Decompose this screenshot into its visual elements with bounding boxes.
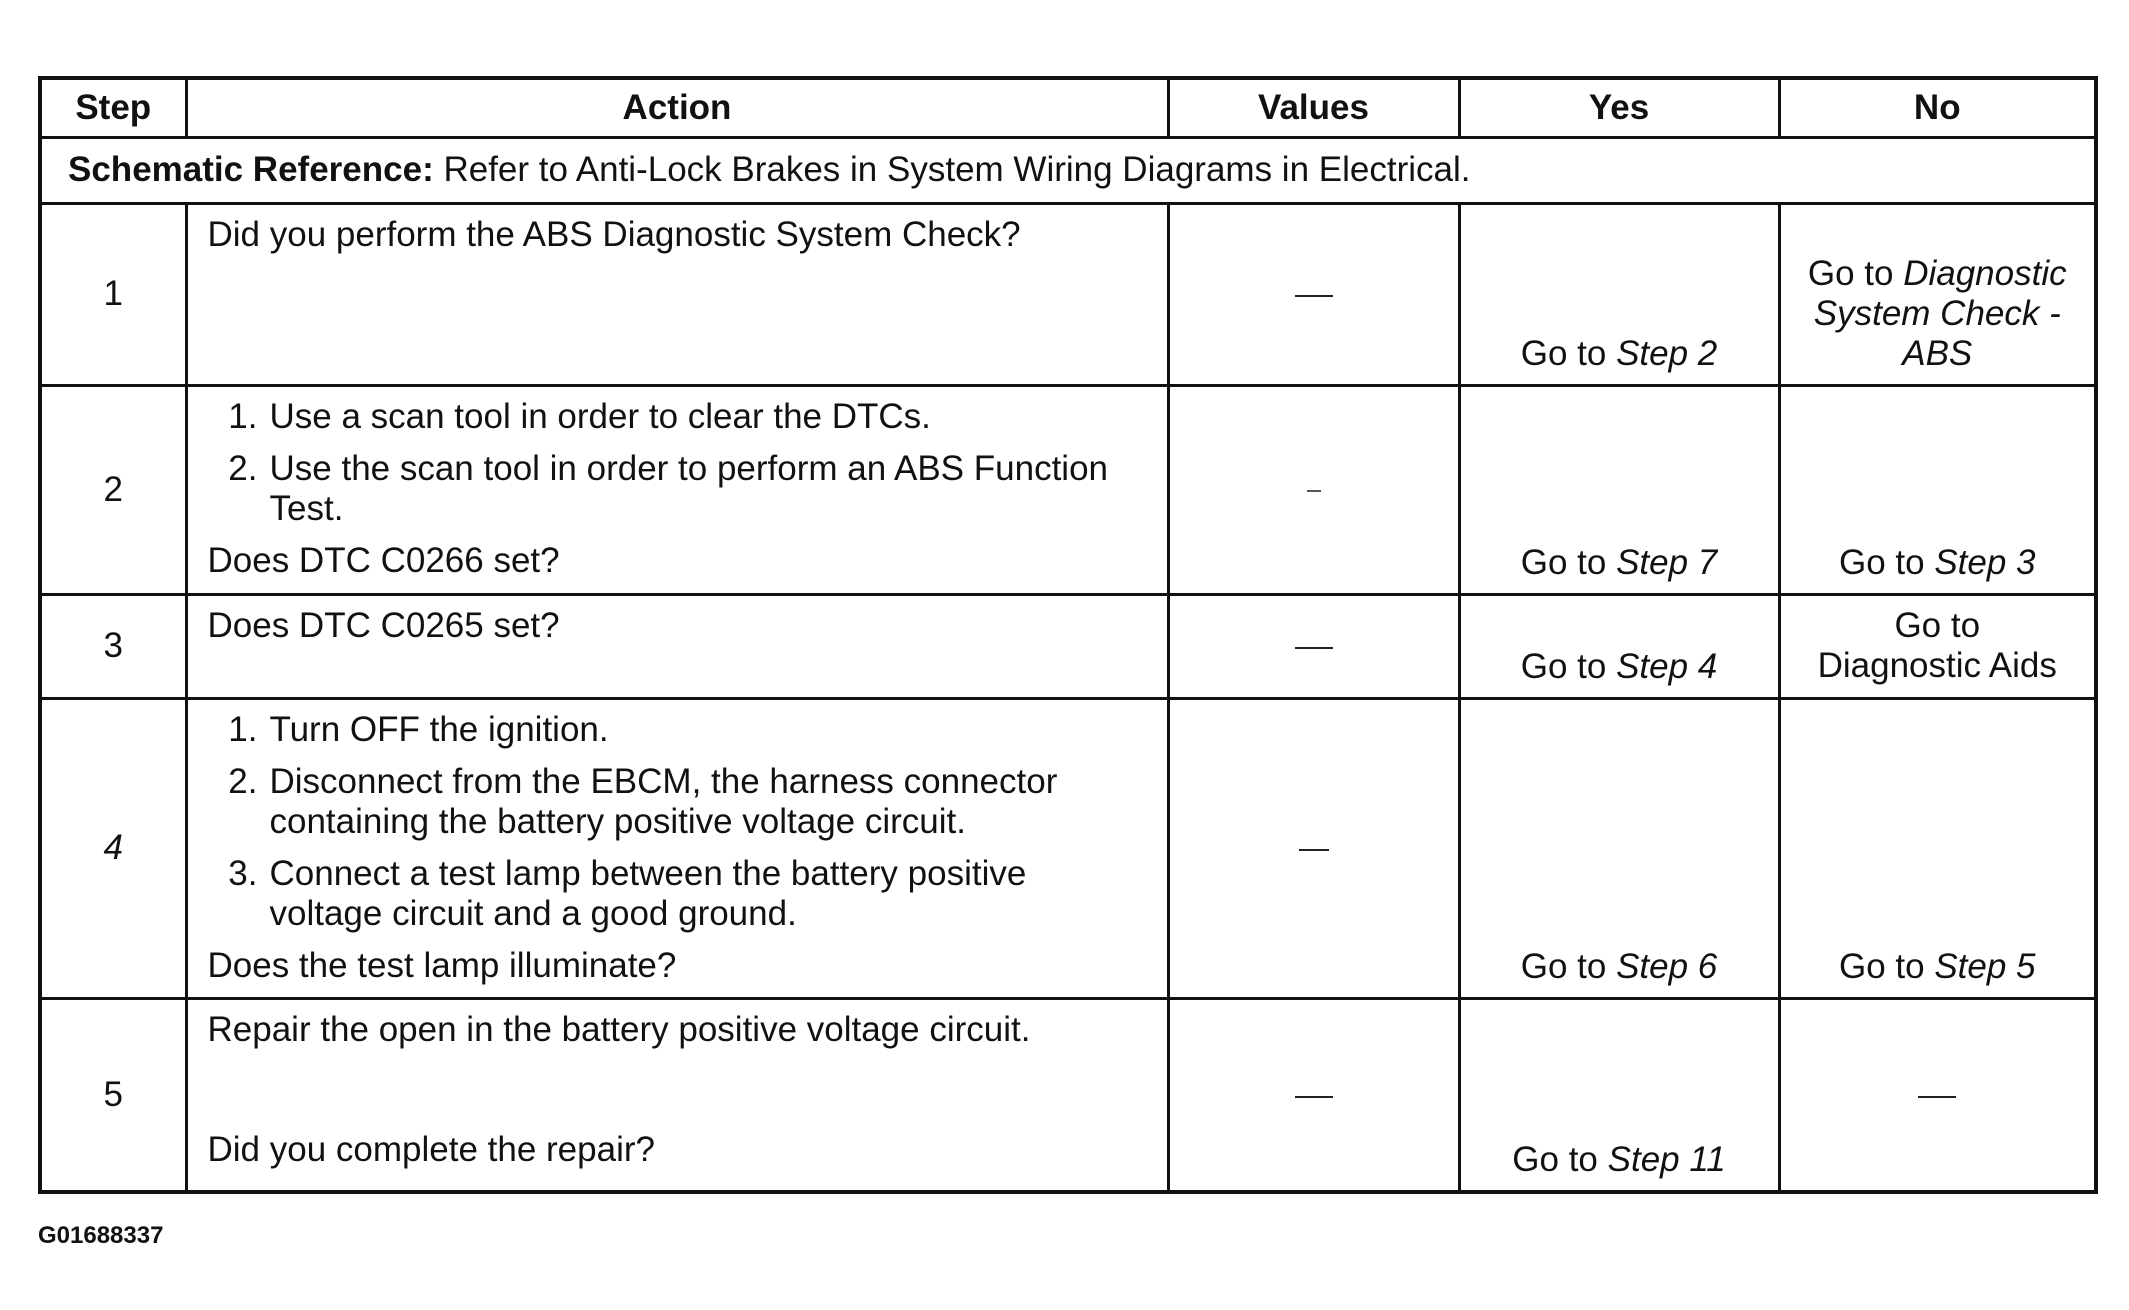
action-text: Did you perform the ABS Diagnostic System Check?: [207, 214, 1021, 254]
no-prefix: Go to: [1838, 946, 1935, 986]
values-cell: [1168, 698, 1459, 998]
table-row: [40, 998, 2096, 1192]
values-dash: [1295, 1096, 1333, 1098]
schematic-reference-label: Schematic Reference:: [68, 150, 434, 189]
no-target: Diagnostic System Check - ABS: [1813, 253, 2067, 373]
list-item-number: 1.: [228, 709, 258, 749]
no-goto[interactable]: [1808, 254, 2067, 373]
header-row: [40, 78, 2096, 137]
list-item: [208, 762, 1147, 842]
action-question: Does the test lamp illuminate?: [207, 945, 677, 985]
yes-target: Step 4: [1616, 646, 1718, 686]
yes-goto[interactable]: [1521, 947, 1718, 986]
values-dash: [1307, 490, 1321, 492]
list-item-number: 2.: [228, 761, 258, 801]
action-cell: [186, 203, 1168, 385]
yes-prefix: Go to: [1512, 1140, 1608, 1179]
values-cell: [1168, 385, 1459, 594]
list-item-number: 1.: [228, 396, 258, 436]
no-line-2: Diagnostic Aids: [1817, 646, 2057, 685]
values-dash: [1299, 849, 1329, 851]
action-text: Repair the open in the battery positive voltage circuit.: [207, 1009, 1031, 1049]
yes-target: Step 7: [1616, 542, 1718, 582]
list-item: [208, 397, 1147, 437]
list-item: [208, 449, 1147, 529]
schematic-reference-text: Refer to Anti-Lock Brakes in System Wiring Diagrams in Electrical.: [443, 150, 1471, 189]
values-cell: [1168, 998, 1459, 1192]
header-yes: Yes: [1459, 78, 1779, 137]
yes-target: Step 2: [1616, 333, 1718, 373]
schematic-reference-row: [40, 137, 2096, 203]
table-row: [40, 594, 2096, 698]
yes-cell: [1459, 698, 1779, 998]
yes-goto[interactable]: [1512, 1140, 1725, 1179]
header-action: Action: [186, 78, 1168, 137]
action-text: Does DTC C0265 set?: [207, 605, 560, 645]
values-cell: [1168, 203, 1459, 385]
no-cell: [1779, 998, 2096, 1192]
yes-target: Step 11: [1607, 1140, 1726, 1179]
list-item-text: Connect a test lamp between the battery positive voltage circuit and a good ground.: [269, 853, 1027, 933]
list-item-text: Turn OFF the ignition.: [269, 709, 609, 749]
action-cell: [186, 594, 1168, 698]
yes-cell: [1459, 998, 1779, 1192]
list-item: [208, 710, 1147, 750]
yes-prefix: Go to: [1520, 946, 1617, 986]
no-line-1: Go to: [1894, 606, 1981, 645]
list-item-text: Disconnect from the EBCM, the harness connector containing the battery positive voltage circuit.: [269, 761, 1058, 841]
step-number: 4: [40, 698, 186, 998]
values-cell: [1168, 594, 1459, 698]
header-no: No: [1779, 78, 2096, 137]
action-question: Does DTC C0266 set?: [207, 540, 560, 580]
table-row: [40, 203, 2096, 385]
yes-goto[interactable]: [1521, 647, 1718, 686]
action-list: [208, 710, 1147, 934]
no-cell: [1779, 698, 2096, 998]
no-cell: [1779, 385, 2096, 594]
yes-target: Step 6: [1616, 946, 1718, 986]
yes-prefix: Go to: [1520, 646, 1617, 686]
no-goto[interactable]: [1839, 947, 2036, 986]
action-content: [208, 1010, 1147, 1170]
no-cell: [1779, 203, 2096, 385]
no-target: Step 5: [1934, 946, 2036, 986]
no-prefix: Go to: [1807, 253, 1904, 293]
yes-goto[interactable]: [1521, 334, 1718, 373]
schematic-reference: [40, 137, 2096, 203]
table-row: [40, 698, 2096, 998]
values-dash: [1295, 295, 1333, 297]
header-values: Values: [1168, 78, 1459, 137]
yes-cell: [1459, 594, 1779, 698]
no-cell: [1779, 594, 2096, 698]
yes-prefix: Go to: [1520, 542, 1617, 582]
step-number: 3: [40, 594, 186, 698]
action-question: Did you complete the repair?: [207, 1129, 655, 1169]
figure-id: G01688337: [38, 1222, 164, 1249]
action-cell: [186, 385, 1168, 594]
yes-prefix: Go to: [1520, 333, 1617, 373]
yes-cell: [1459, 203, 1779, 385]
header-step: Step: [40, 78, 186, 137]
no-dash: [1918, 1096, 1956, 1098]
list-item: [208, 854, 1147, 934]
action-cell: [186, 998, 1168, 1192]
list-item-text: Use the scan tool in order to perform an ABS Function Test.: [269, 448, 1108, 528]
no-target: Step 3: [1934, 542, 2036, 582]
yes-goto[interactable]: [1521, 543, 1718, 582]
no-goto[interactable]: [1818, 606, 2057, 685]
action-cell: [186, 698, 1168, 998]
diagnostic-table: [38, 76, 2098, 1194]
no-prefix: Go to: [1838, 542, 1935, 582]
yes-cell: [1459, 385, 1779, 594]
values-dash: [1295, 647, 1333, 649]
step-number: 2: [40, 385, 186, 594]
step-number: 1: [40, 203, 186, 385]
step-number: 5: [40, 998, 186, 1192]
list-item-text: Use a scan tool in order to clear the DTCs.: [269, 396, 931, 436]
action-list: [208, 397, 1147, 529]
list-item-number: 2.: [228, 448, 258, 488]
table-row: [40, 385, 2096, 594]
no-goto[interactable]: [1839, 543, 2036, 582]
list-item-number: 3.: [228, 853, 258, 893]
